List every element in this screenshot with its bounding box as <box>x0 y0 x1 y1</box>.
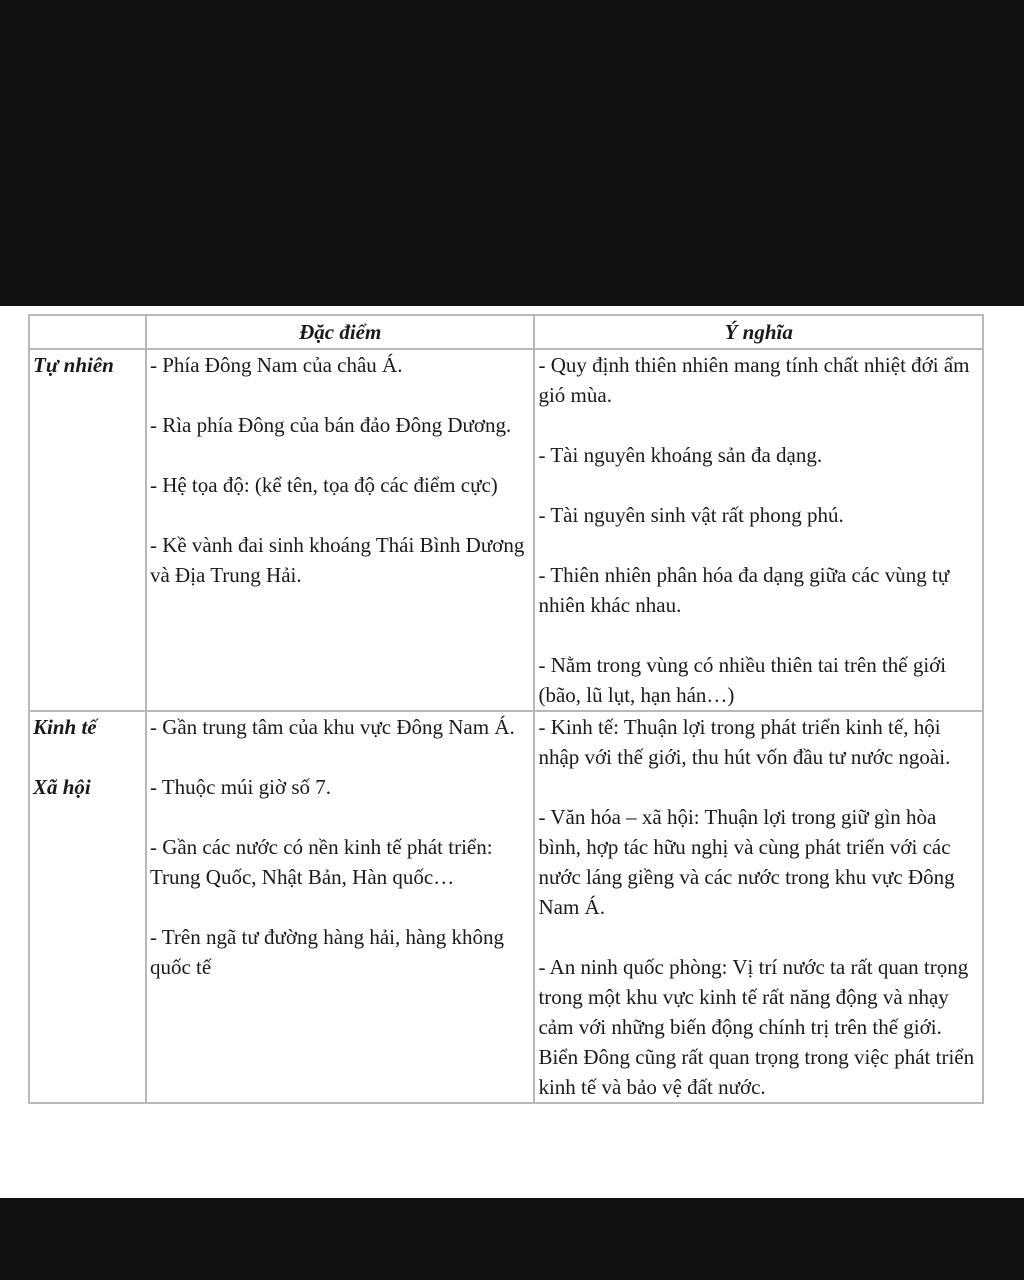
comparison-table <box>28 314 984 1104</box>
list-item: - Phía Đông Nam của châu Á. <box>149 353 403 377</box>
list-item: - An ninh quốc phòng: Vị trí nước ta rất quan trọng trong một khu vực kinh tế rất năng động và nhạy cảm với những biến động chính trị trên thế giới. Biển Đông cũng rất quan trọng trong việc phát triển kinh tế và bảo vệ đất nước. <box>538 955 975 1099</box>
list-item: - Tài nguyên sinh vật rất phong phú. <box>538 503 844 527</box>
top-black-bar <box>0 0 1024 306</box>
list-item: - Kinh tế: Thuận lợi trong phát triển kinh tế, hội nhập với thế giới, thu hút vốn đầu tư nước ngoài. <box>538 715 951 769</box>
list-item: - Trên ngã tư đường hàng hải, hàng không quốc tế <box>149 925 505 979</box>
list-item: - Quy định thiên nhiên mang tính chất nhiệt đới ẩm gió mùa. <box>538 353 970 407</box>
row-category <box>29 349 146 711</box>
list-item: - Nằm trong vùng có nhiều thiên tai trên thế giới (bão, lũ lụt, hạn hán…) <box>538 653 947 707</box>
bottom-black-bar <box>0 1198 1024 1280</box>
list-item: - Thiên nhiên phân hóa đa dạng giữa các vùng tự nhiên khác nhau. <box>538 563 950 617</box>
y-nghia-cell <box>534 349 983 711</box>
header-y-nghia: Ý nghĩa <box>534 315 983 349</box>
document-sheet <box>0 306 1024 1198</box>
table-row <box>29 349 983 711</box>
dac-diem-cell <box>146 711 535 1103</box>
header-dac-diem: Đặc điểm <box>146 315 535 349</box>
category-label: Tự nhiên <box>33 353 114 377</box>
table-row <box>29 711 983 1103</box>
list-item: - Kề vành đai sinh khoáng Thái Bình Dương và Địa Trung Hải. <box>149 533 525 587</box>
category-label: Kinh tế <box>33 715 97 739</box>
list-item: - Văn hóa – xã hội: Thuận lợi trong giữ gìn hòa bình, hợp tác hữu nghị và cùng phát triển với các nước láng giềng và các nước trong khu vực Đông Nam Á. <box>538 805 955 919</box>
list-item: - Rìa phía Đông của bán đảo Đông Dương. <box>149 413 512 437</box>
table-header-row <box>29 315 983 349</box>
header-empty <box>29 315 146 349</box>
list-item: - Gần các nước có nền kinh tế phát triển: Trung Quốc, Nhật Bản, Hàn quốc… <box>149 835 493 889</box>
list-item: - Gần trung tâm của khu vực Đông Nam Á. <box>149 715 515 739</box>
list-item: - Hệ tọa độ: (kể tên, tọa độ các điểm cực) <box>149 473 498 497</box>
y-nghia-cell <box>534 711 983 1103</box>
category-label: Xã hội <box>33 775 91 799</box>
list-item: - Tài nguyên khoáng sản đa dạng. <box>538 443 823 467</box>
row-category <box>29 711 146 1103</box>
dac-diem-cell <box>146 349 535 711</box>
list-item: - Thuộc múi giờ số 7. <box>149 775 331 799</box>
